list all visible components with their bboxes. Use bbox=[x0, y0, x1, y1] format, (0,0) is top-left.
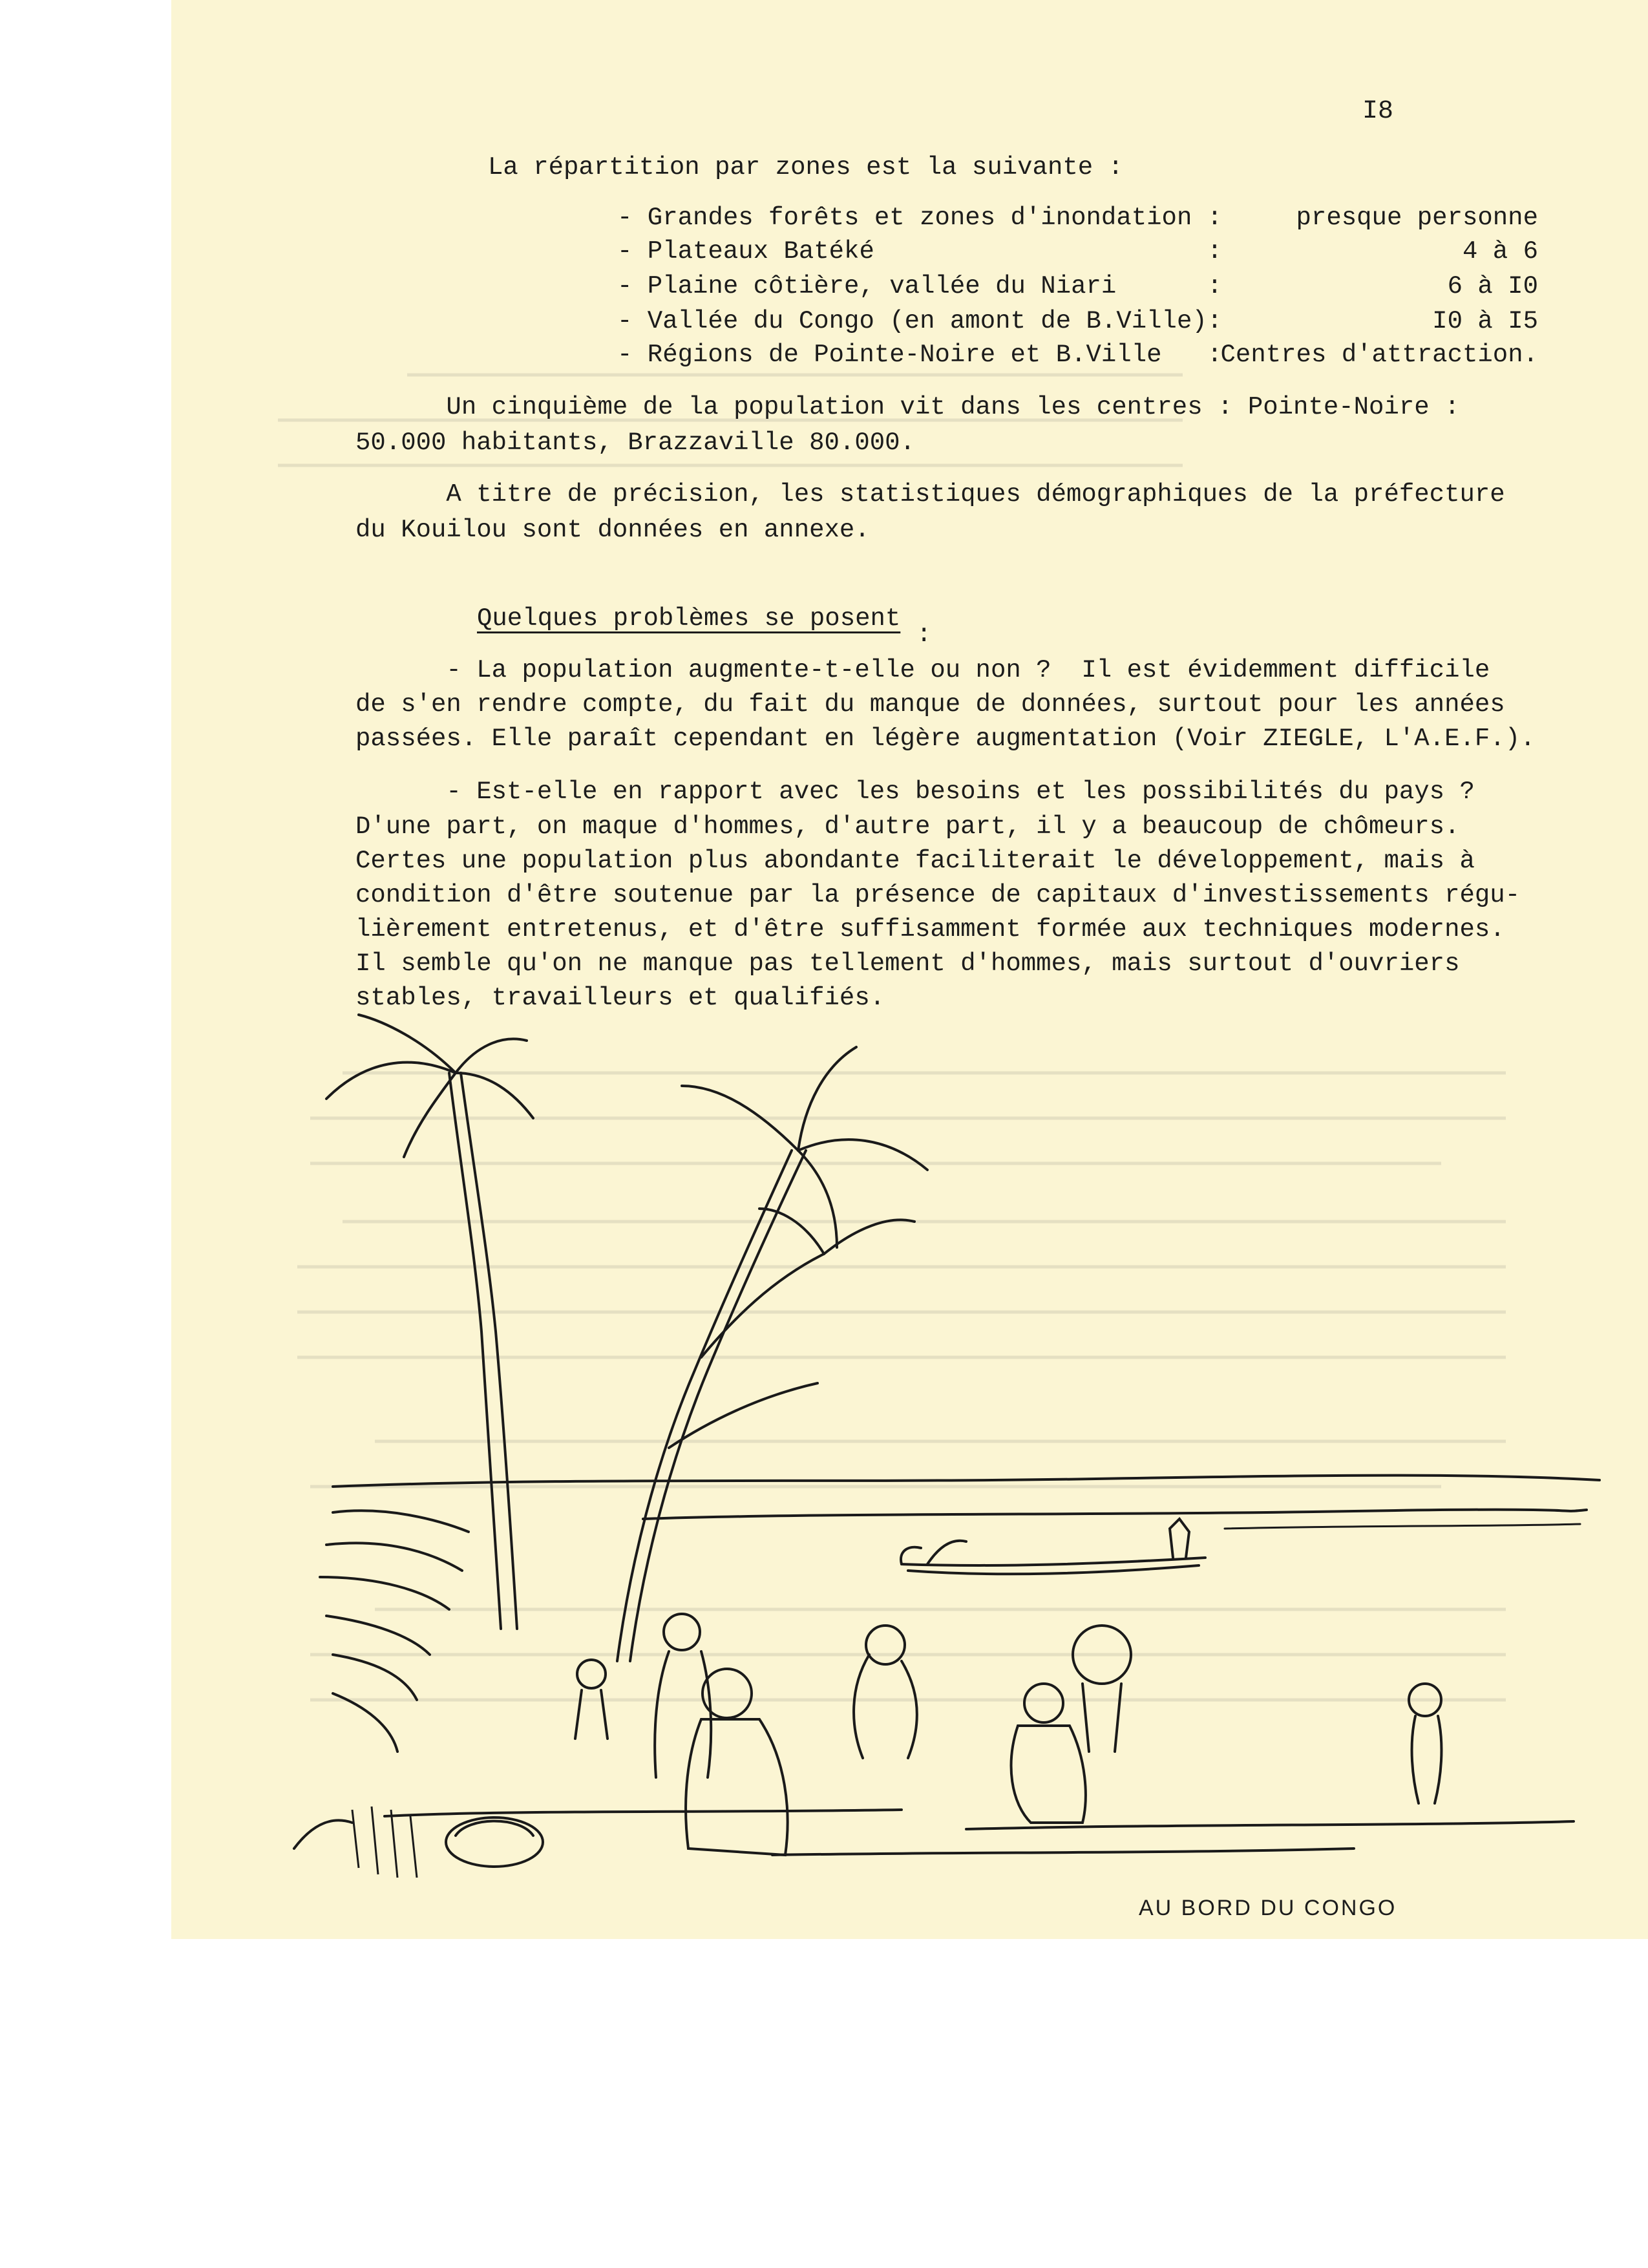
paragraph-line: passées. Elle paraît cependant en légère augmentation (Voir ZIEGLE, L'A.E.F.). bbox=[355, 725, 1536, 753]
zones-intro: La répartition par zones est la suivante : bbox=[488, 153, 1123, 182]
paragraph-line: Il semble qu'on ne manque pas tellement d'hommes, mais surtout d'ouvriers bbox=[355, 949, 1460, 978]
paragraph-line: - La population augmente-t-elle ou non ? Il est évidemment difficile bbox=[355, 656, 1490, 684]
zone-label: - Plateaux Batéké : bbox=[617, 237, 1223, 266]
zone-value: Centres d'attraction. bbox=[1220, 341, 1538, 369]
zone-value: I0 à I5 bbox=[1432, 307, 1538, 335]
zone-value: 6 à I0 bbox=[1447, 272, 1538, 301]
paragraph-line: condition d'être soutenue par la présence de capitaux d'investissements régu- bbox=[355, 881, 1521, 909]
zone-label: - Vallée du Congo (en amont de B.Ville): bbox=[617, 307, 1223, 335]
paragraph-line: du Kouilou sont données en annexe. bbox=[355, 516, 870, 544]
paragraph-line: lièrement entretenus, et d'être suffisamment formée aux techniques modernes. bbox=[355, 915, 1505, 944]
zone-label: - Régions de Pointe-Noire et B.Ville : bbox=[617, 341, 1223, 369]
section-heading-colon: : bbox=[916, 620, 932, 649]
zone-value: presque personne bbox=[1296, 204, 1538, 232]
paragraph-line: - Est-elle en rapport avec les besoins et les possibilités du pays ? bbox=[355, 778, 1475, 806]
sketch-caption: AU BORD DU CONGO bbox=[1139, 1896, 1397, 1920]
paragraph-line: de s'en rendre compte, du fait du manque de données, surtout pour les années bbox=[355, 690, 1505, 719]
paragraph-line: D'une part, on maque d'hommes, d'autre part, il y a beaucoup de chômeurs. bbox=[355, 812, 1460, 841]
zone-label: - Plaine côtière, vallée du Niari : bbox=[617, 272, 1223, 301]
paragraph-line: Un cinquième de la population vit dans les centres : Pointe-Noire : bbox=[355, 393, 1460, 421]
zone-value: 4 à 6 bbox=[1462, 237, 1538, 266]
page-number: I8 bbox=[1362, 97, 1394, 126]
paragraph-line: Certes une population plus abondante faciliterait le développement, mais à bbox=[355, 847, 1475, 875]
zone-label: - Grandes forêts et zones d'inondation : bbox=[617, 204, 1223, 232]
paragraph-line: stables, travailleurs et qualifiés. bbox=[355, 984, 885, 1012]
paragraph-line: A titre de précision, les statistiques démographiques de la préfecture bbox=[355, 480, 1505, 509]
paragraph-line: 50.000 habitants, Brazzaville 80.000. bbox=[355, 429, 915, 457]
river-bank-sketch bbox=[255, 1008, 1612, 1913]
section-heading: Quelques problèmes se posent bbox=[477, 604, 901, 633]
